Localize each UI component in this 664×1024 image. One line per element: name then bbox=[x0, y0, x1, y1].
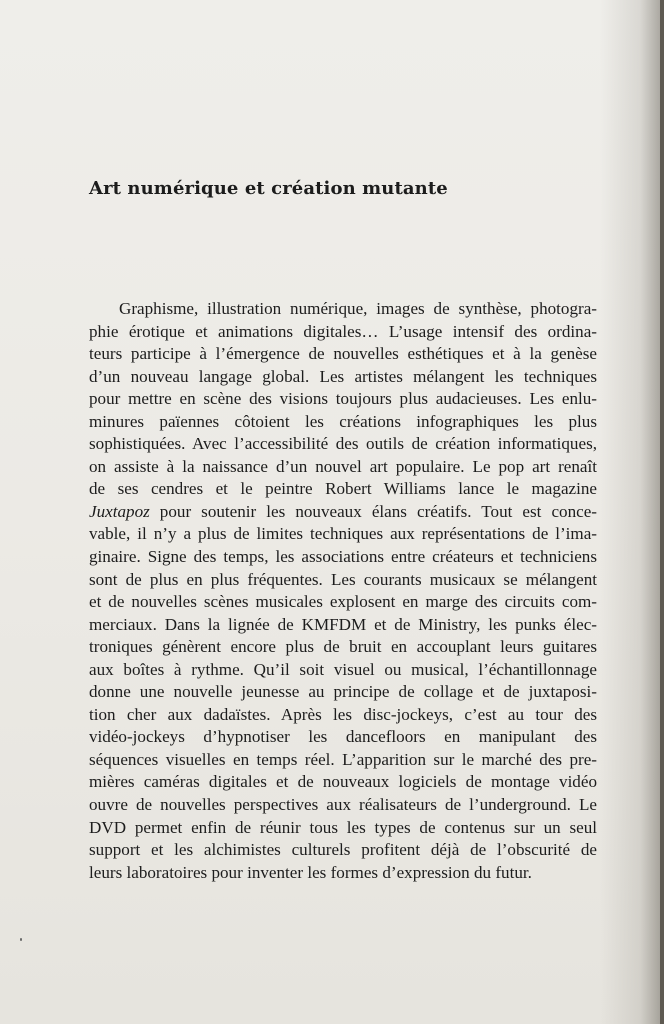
line-text: leurs laboratoires pour inventer les formes d’expression du futur. bbox=[89, 862, 532, 882]
line-text: vidéo-jockeys d’hypnotiser les dancefloors en manipulant des bbox=[89, 727, 597, 747]
text-line bbox=[89, 659, 597, 682]
line-text: aux boîtes à rythme. Qu’il soit visuel ou musical, l’échantillonnage bbox=[89, 659, 597, 679]
text-line bbox=[89, 817, 597, 840]
text-line bbox=[89, 523, 597, 546]
paper-speck bbox=[20, 938, 22, 941]
text-line bbox=[89, 794, 597, 817]
text-line bbox=[89, 681, 597, 704]
text-line bbox=[89, 388, 597, 411]
text-line bbox=[89, 433, 597, 456]
text-line bbox=[89, 456, 597, 479]
text-line bbox=[89, 591, 597, 614]
line-text: pour soutenir les nouveaux élans créatifs. Tout est conce- bbox=[149, 501, 597, 521]
line-text: pour mettre en scène des visions toujours plus audacieuses. Les enlu- bbox=[89, 389, 597, 409]
text-line bbox=[89, 343, 597, 366]
text-line bbox=[89, 478, 597, 501]
text-line bbox=[89, 749, 597, 772]
line-text: d’un nouveau langage global. Les artistes mélangent les techniques bbox=[89, 366, 597, 386]
text-line bbox=[89, 546, 597, 569]
text-line bbox=[89, 501, 597, 524]
line-text: sophistiquées. Avec l’accessibilité des outils de création informatiques, bbox=[89, 434, 597, 454]
text-line bbox=[89, 614, 597, 637]
text-line bbox=[89, 321, 597, 344]
text-line bbox=[89, 569, 597, 592]
text-line bbox=[89, 726, 597, 749]
line-text: et de nouvelles scènes musicales explosent en marge des circuits com- bbox=[89, 592, 597, 612]
text-line bbox=[89, 366, 597, 389]
line-text: Graphisme, illustration numérique, images de synthèse, photogra- bbox=[119, 299, 597, 318]
line-text: donne une nouvelle jeunesse au principe de collage et de juxtaposi- bbox=[89, 682, 597, 702]
line-text: mières caméras digitales et de nouveaux logiciels de montage vidéo bbox=[89, 772, 597, 792]
line-text: DVD permet enfin de réunir tous les types de contenus sur un seul bbox=[89, 817, 597, 837]
text-line bbox=[89, 298, 597, 321]
text-line bbox=[89, 839, 597, 862]
chapter-heading: Art numérique et création mutante bbox=[89, 178, 448, 199]
line-text: troniques génèrent encore plus de bruit en accouplant leurs guitares bbox=[89, 637, 597, 657]
text-line bbox=[89, 771, 597, 794]
line-text: tion cher aux dadaïstes. Après les disc-jockeys, c’est au tour des bbox=[89, 704, 597, 724]
text-line bbox=[89, 862, 597, 885]
line-text: support et les alchimistes culturels profitent déjà de l’obscurité de bbox=[89, 840, 597, 860]
text-line bbox=[89, 636, 597, 659]
line-text: teurs participe à l’émergence de nouvelles esthétiques et à la genèse bbox=[89, 344, 597, 364]
line-text: ginaire. Signe des temps, les associations entre créateurs et techniciens bbox=[89, 547, 597, 567]
body-paragraph bbox=[89, 298, 597, 884]
text-line bbox=[89, 704, 597, 727]
line-text: de ses cendres et le peintre Robert Williams lance le magazine bbox=[89, 479, 597, 499]
line-text: minures païennes côtoient les créations infographiques les plus bbox=[89, 411, 597, 431]
text-line bbox=[89, 411, 597, 434]
line-text: ouvre de nouvelles perspectives aux réalisateurs de l’underground. Le bbox=[89, 795, 597, 815]
line-text: vable, il n’y a plus de limites techniques aux représentations de l’ima- bbox=[89, 524, 597, 544]
line-text: séquences visuelles en temps réel. L’apparition sur le marché des pre- bbox=[89, 749, 597, 769]
magazine-title: Juxtapoz bbox=[89, 501, 150, 521]
line-text: on assiste à la naissance d’un nouvel art populaire. Le pop art renaît bbox=[89, 456, 597, 476]
line-text: phie érotique et animations digitales… L’usage intensif des ordina- bbox=[89, 321, 597, 341]
line-text: sont de plus en plus fréquentes. Les courants musicaux se mélangent bbox=[89, 569, 597, 589]
line-text: merciaux. Dans la lignée de KMFDM et de Ministry, les punks élec- bbox=[89, 614, 597, 634]
